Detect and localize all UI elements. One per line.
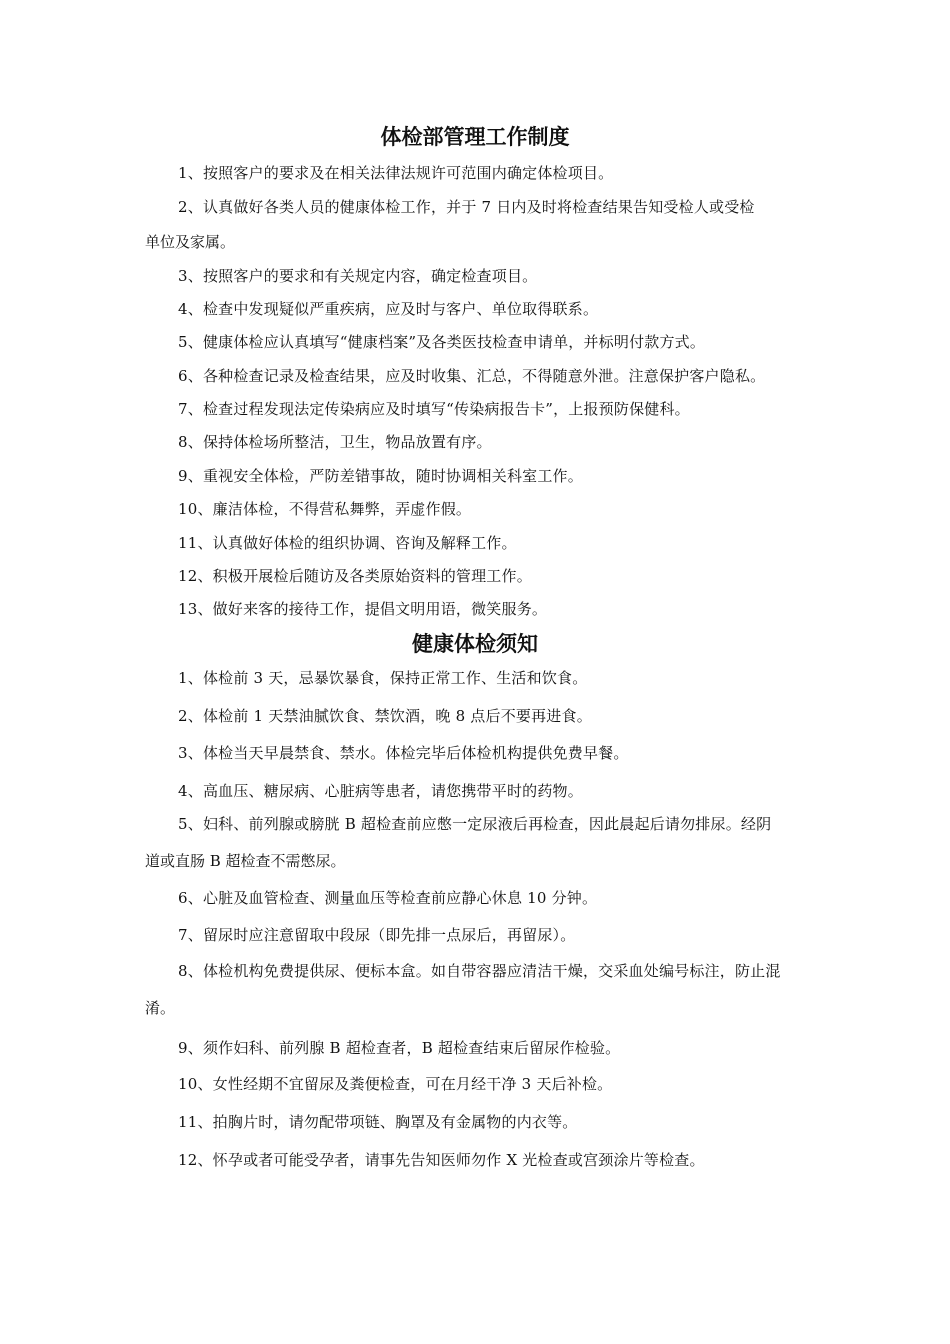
rule-item-12: 12、积极开展检后随访及各类原始资料的管理工作。 [178,567,532,585]
rule-item-3: 3、按照客户的要求和有关规定内容，确定检查项目。 [178,267,538,285]
notice-item-9: 9、须作妇科、前列腺 B 超检查者，B 超检查结束后留尿作检验。 [178,1039,621,1057]
rule-item-6: 6、各种检查记录及检查结果，应及时收集、汇总，不得随意外泄。注意保护客户隐私。 [178,367,766,385]
section-title-management: 体检部管理工作制度 [380,125,570,149]
notice-item-8-continued: 淆。 [145,999,176,1017]
rule-item-9: 9、重视安全体检，严防差错事故，随时协调相关科室工作。 [178,467,583,485]
notice-item-12: 12、怀孕或者可能受孕者，请事先告知医师勿作 X 光检查或宫颈涂片等检查。 [178,1151,705,1169]
notice-item-4: 4、高血压、糖尿病、心脏病等患者，请您携带平时的药物。 [178,782,583,800]
notice-item-6: 6、心脏及血管检查、测量血压等检查前应静心休息 10 分钟。 [178,889,598,907]
notice-item-3: 3、体检当天早晨禁食、禁水。体检完毕后体检机构提供免费早餐。 [178,744,629,762]
rule-item-2: 2、认真做好各类人员的健康体检工作，并于 7 日内及时将检查结果告知受检人或受检 [178,198,755,216]
notice-item-1: 1、体检前 3 天，忌暴饮暴食，保持正常工作、生活和饮食。 [178,669,588,687]
notice-item-11: 11、拍胸片时，请勿配带项链、胸罩及有金属物的内衣等。 [178,1113,578,1131]
rule-item-1: 1、按照客户的要求及在相关法律法规许可范围内确定体检项目。 [178,164,614,182]
rule-item-8: 8、保持体检场所整洁，卫生，物品放置有序。 [178,433,492,451]
rule-item-7: 7、检查过程发现法定传染病应及时填写“传染病报告卡”，上报预防保健科。 [178,400,690,418]
notice-item-5: 5、妇科、前列腺或膀胱 B 超检查前应憋一定尿液后再检查，因此晨起后请勿排尿。经阴 [178,815,772,833]
rule-item-11: 11、认真做好体检的组织协调、咨询及解释工作。 [178,534,517,552]
notice-item-10: 10、女性经期不宜留尿及粪便检查，可在月经干净 3 天后补检。 [178,1075,613,1093]
rule-item-2-continued: 单位及家属。 [145,233,236,251]
rule-item-13: 13、做好来客的接待工作，提倡文明用语，微笑服务。 [178,600,548,618]
notice-item-5-continued: 道或直肠 B 超检查不需憋尿。 [145,852,346,870]
notice-item-7: 7、留尿时应注意留取中段尿（即先排一点尿后，再留尿）。 [178,926,576,944]
notice-item-8: 8、体检机构免费提供尿、便标本盒。如自带容器应清洁干燥，交采血处编号标注，防止混 [178,962,781,980]
rule-item-10: 10、廉洁体检，不得营私舞弊，弄虚作假。 [178,500,472,518]
rule-item-5: 5、健康体检应认真填写“健康档案”及各类医技检查申请单，并标明付款方式。 [178,333,706,351]
notice-item-2: 2、体检前 1 天禁油腻饮食、禁饮酒，晚 8 点后不要再进食。 [178,707,592,725]
rule-item-4: 4、检查中发现疑似严重疾病，应及时与客户、单位取得联系。 [178,300,599,318]
section-title-notice: 健康体检须知 [412,632,538,656]
